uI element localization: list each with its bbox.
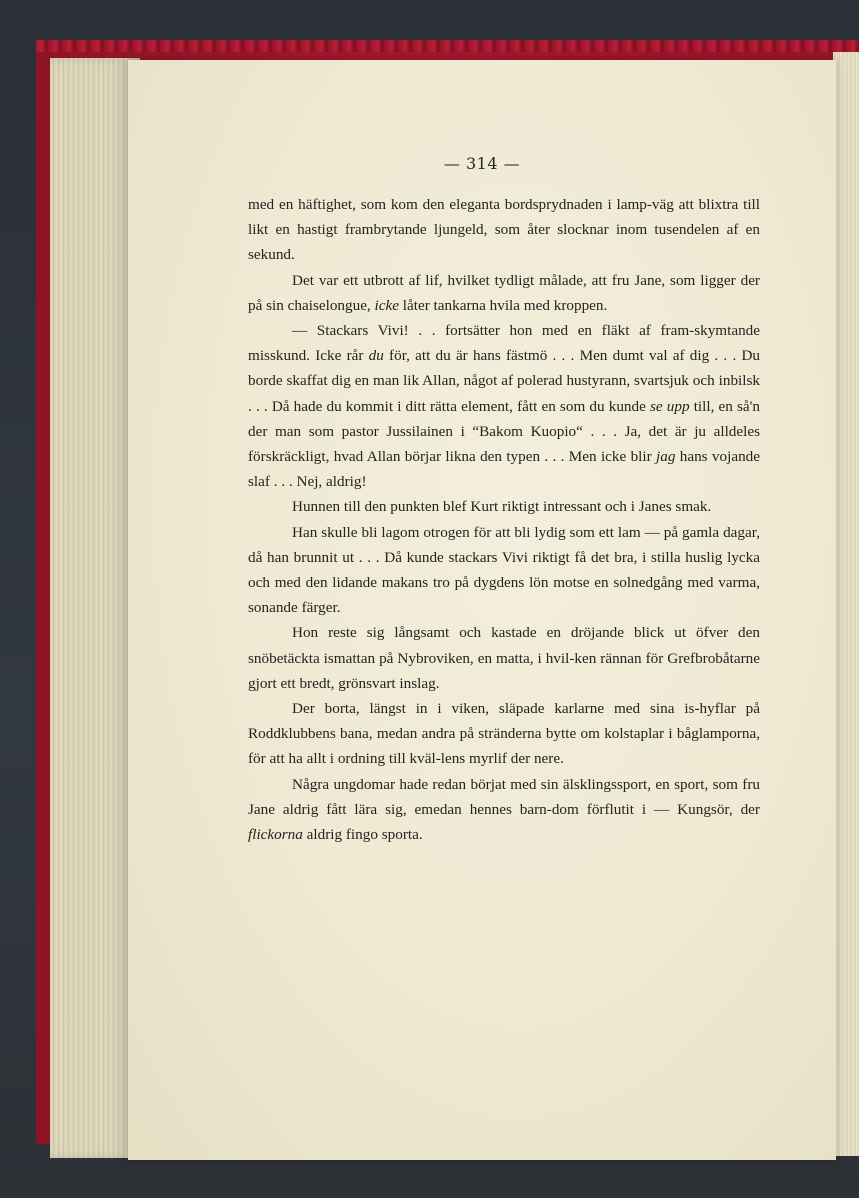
paragraph [248,318,760,494]
paragraph [248,620,760,696]
page-number: — 314 — [443,154,521,173]
emphasized-text: du [368,347,384,365]
right-page-edges [833,52,859,1156]
book-page [128,60,836,1160]
paragraph-text: Han skulle bli lagom otrogen för att bli lydig som ett lam — på gamla dagar, då han brunnit ut . . . Då kunde stackars Vivi riktigt få det bra, i stilla huslig lycka och med den lidande makans tro på dygdens lön motse en solnedgång med varma, sonande färger. [248,523,760,617]
paragraph-text: Några ungdomar hade redan börjat med sin älsklingssport, en sport, som fru Jane aldrig fått lära sig, emedan hennes barn-dom förflutit i — Kungsör, der [248,775,760,818]
book-cover-top-edge [36,40,859,52]
page-text-block [248,192,760,847]
paragraph [248,696,760,772]
paragraph [248,192,760,268]
paragraph-text: till, en så'n der man som pastor Jussilainen i “Bakom Kuopio“ . . . Ja, det är ju alldeles förskräckligt, hvad Allan börjar likna den typen . . . Men icke blir [248,397,760,466]
paragraph-text: Der borta, längst in i viken, släpade karlarne med sina is-hyflar på Roddklubbens bana, medan andra på stränderna bytte om kolstaplar i båglamporna, för att ha allt i ordning till kväl-lens myrlif der nere. [248,700,760,768]
emphasized-text: se upp [649,397,690,415]
emphasized-text: icke [374,296,399,314]
paragraph [248,268,760,318]
paragraph-text: med en häftighet, som kom den eleganta bordsprydnaden i lamp-väg att blixtra till likt en hastigt frambrytande ljungeld, som åter slocknar inom tusendelen af en sekund. [248,196,760,264]
paragraph-text: för, att du är hans fästmö . . . Men dumt val af dig . . . Du borde skaffat dig en man lik Allan, något af polerad hustyrann, svartsjuk och inbilsk . . . Då hade du kommit i ditt rätta element, fått en som du kunde [248,347,761,415]
paragraph [248,494,760,519]
paragraph-text: — Stackars Vivi! . . fortsätter hon med en fläkt af fram-skymtande misskund. Icke rår [248,322,760,365]
paragraph [248,520,760,621]
left-page-edges [50,58,140,1158]
paragraph [248,772,760,848]
emphasized-text: jag [656,448,676,466]
paragraph-text: Det var ett utbrott af lif, hvilket tydligt målade, att fru Jane, som ligger der på sin chaiselongue, [248,271,760,314]
paragraph-text: Hon reste sig långsamt och kastade en dröjande blick ut öfver den snöbetäckta ismattan på Nybroviken, en matta, i hvil-ken rännan för Grefbrobåtarne gjort ett bredt, grönsvart inslag. [248,624,760,692]
paragraph-text: låter tankarna hvila med kroppen. [398,296,608,314]
paragraph-text: hans vojande slaf . . . Nej, aldrig! [248,448,760,491]
emphasized-text: flickorna [248,826,303,844]
paragraph-text: aldrig fingo sporta. [302,826,423,844]
paragraph-text: Hunnen till den punkten blef Kurt riktigt intressant och i Janes smak. [292,498,712,516]
